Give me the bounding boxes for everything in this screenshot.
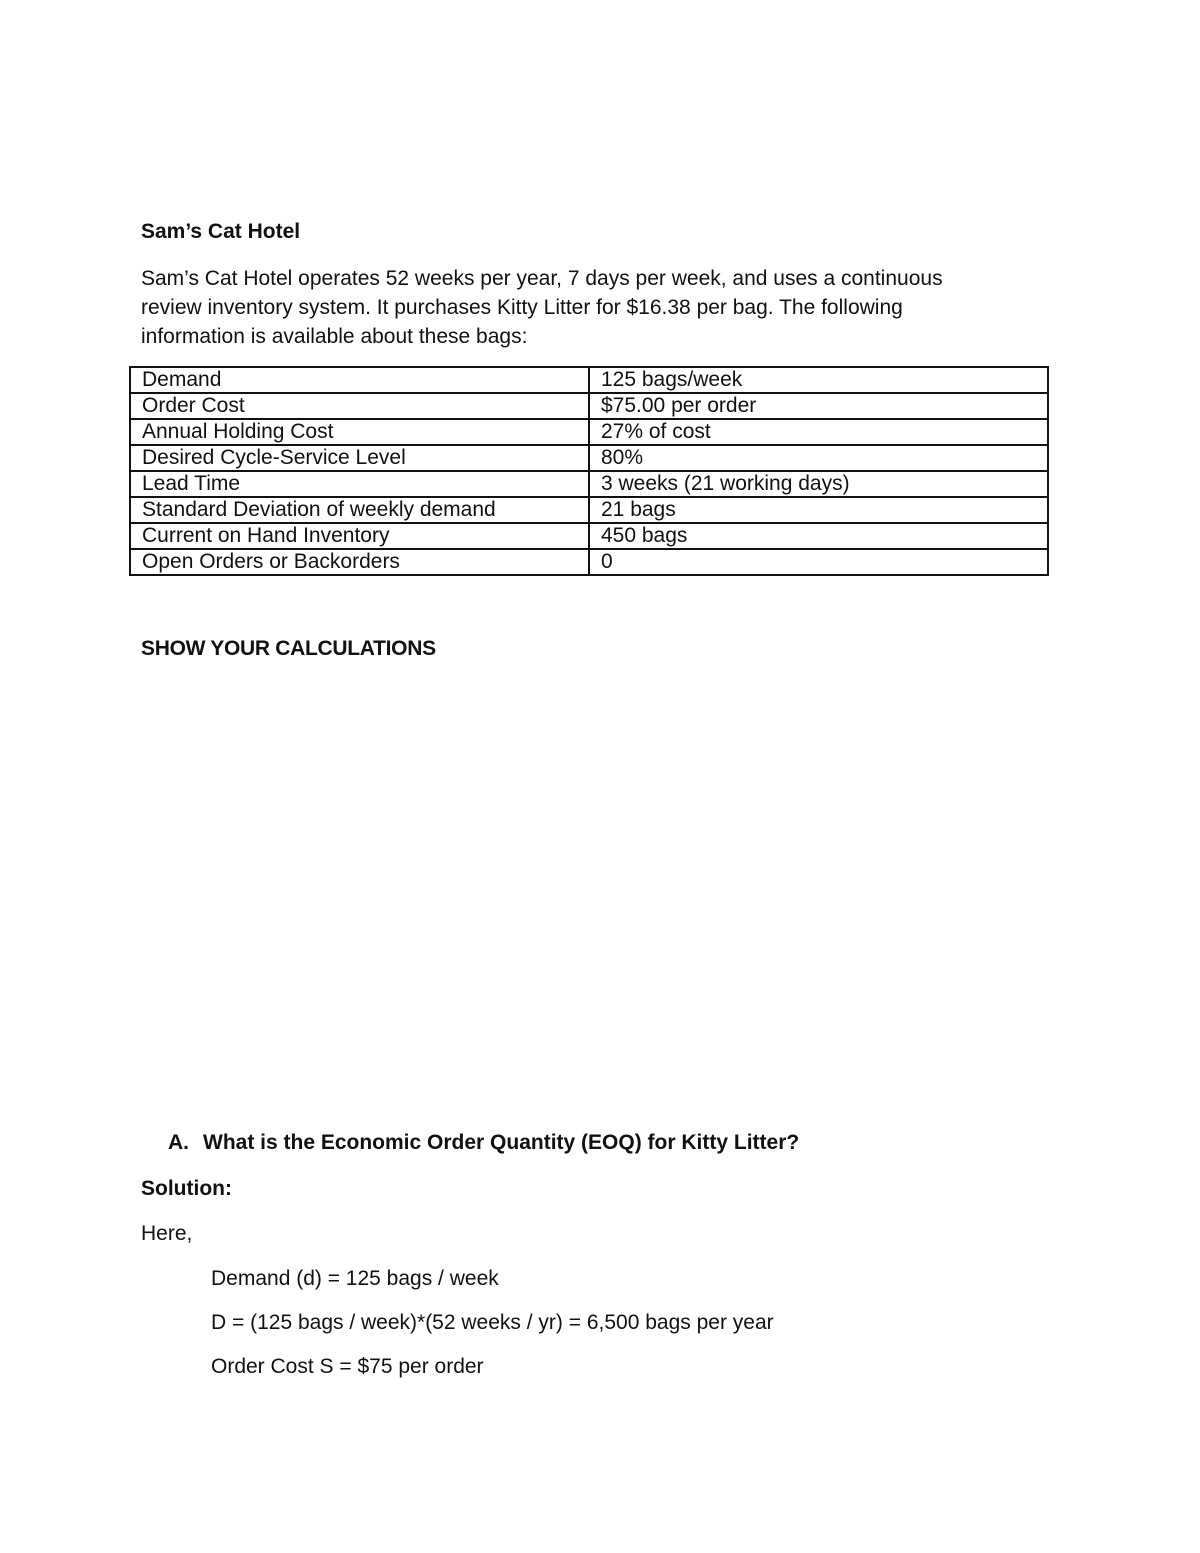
intro-line: review inventory system. It purchases Kitty Litter for $16.38 per bag. The following [141,296,903,319]
param-label: Desired Cycle-Service Level [130,445,589,471]
param-label: Order Cost [130,393,589,419]
intro-line: information is available about these bags: [141,325,528,348]
here-label: Here, [141,1222,193,1245]
param-value: 0 [589,549,1048,575]
param-label: Standard Deviation of weekly demand [130,497,589,523]
question-marker: A. [168,1131,189,1154]
given-line: Order Cost S = $75 per order [211,1355,484,1378]
document-title: Sam’s Cat Hotel [141,220,301,243]
table-row [130,445,1048,471]
param-value: 27% of cost [589,419,1048,445]
question-text: What is the Economic Order Quantity (EOQ) for Kitty Litter? [203,1131,800,1154]
param-value: 80% [589,445,1048,471]
param-value: $75.00 per order [589,393,1048,419]
param-label: Annual Holding Cost [130,419,589,445]
param-value: 450 bags [589,523,1048,549]
param-label: Lead Time [130,471,589,497]
param-value: 3 weeks (21 working days) [589,471,1048,497]
param-label: Current on Hand Inventory [130,523,589,549]
table-row [130,367,1048,393]
inventory-parameters-table [129,366,1049,576]
param-label: Open Orders or Backorders [130,549,589,575]
table-row [130,523,1048,549]
param-value: 125 bags/week [589,367,1048,393]
table-row [130,393,1048,419]
show-calculations-heading: SHOW YOUR CALCULATIONS [141,637,436,660]
table-row [130,549,1048,575]
given-line: D = (125 bags / week)*(52 weeks / yr) = 6,500 bags per year [211,1311,774,1334]
param-value: 21 bags [589,497,1048,523]
table-row [130,419,1048,445]
intro-paragraph [141,264,943,351]
table-row [130,471,1048,497]
given-line: Demand (d) = 125 bags / week [211,1267,499,1290]
question-a [168,1131,799,1155]
param-label: Demand [130,367,589,393]
solution-heading: Solution: [141,1177,232,1200]
table-row [130,497,1048,523]
intro-line: Sam’s Cat Hotel operates 52 weeks per year, 7 days per week, and uses a continuous [141,267,943,290]
